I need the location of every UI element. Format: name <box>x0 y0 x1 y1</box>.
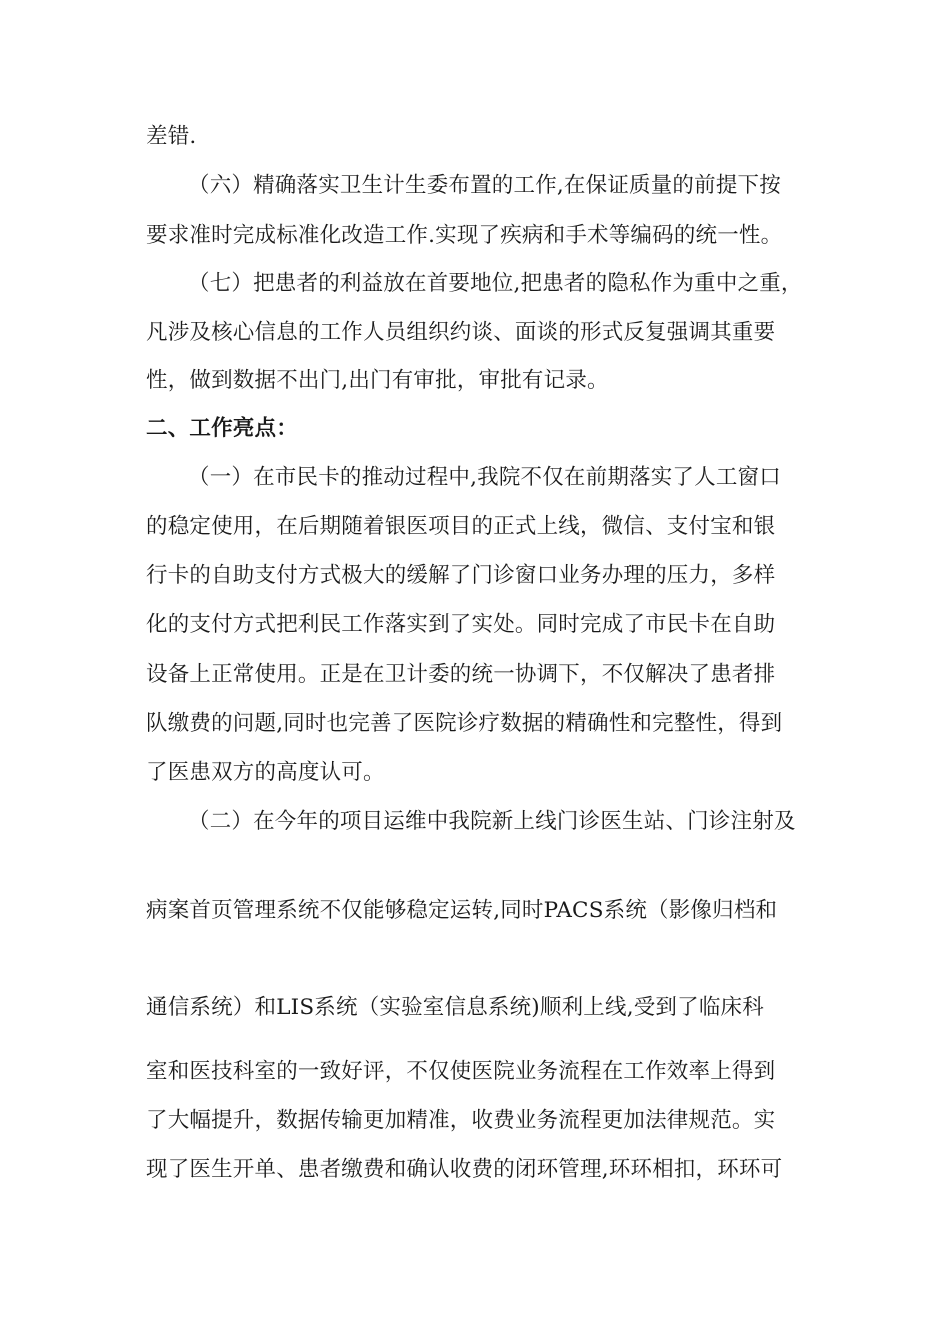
highlight-1-line-7: 了医患双方的高度认可。 <box>146 760 385 785</box>
section-heading: 二、工作亮点： <box>146 416 298 441</box>
paragraph-7-line-2: 凡涉及核心信息的工作人员组织约谈、面谈的形式反复强调其重要 <box>146 320 776 345</box>
highlight-1-line-6: 队缴费的问题,同时也完善了医院诊疗数据的精确性和完整性，得到 <box>146 711 783 736</box>
highlight-2-line-5: 了大幅提升，数据传输更加精准，收费业务流程更加法律规范。实 <box>146 1108 776 1133</box>
paragraph-7-line-3: 性，做到数据不出门,出门有审批，审批有记录。 <box>146 368 609 393</box>
highlight-2-line-1: （二）在今年的项目运维中我院新上线门诊医生站、门诊注射及 <box>188 809 796 834</box>
highlight-2-line-3: 通信系统）和LIS系统（实验室信息系统)顺利上线,受到了临床科 <box>146 995 764 1020</box>
highlight-2-line-2: 病案首页管理系统不仅能够稳定运转,同时PACS系统（影像归档和 <box>146 898 778 923</box>
highlight-1-line-4: 化的支付方式把利民工作落实到了实处。同时完成了市民卡在自助 <box>146 612 776 637</box>
highlight-1-line-2: 的稳定使用，在后期随着银医项目的正式上线，微信、支付宝和银 <box>146 514 776 539</box>
paragraph-6-line-1: （六）精确落实卫生计生委布置的工作,在保证质量的前提下按 <box>188 173 781 198</box>
highlight-2-line-4: 室和医技科室的一致好评，不仅使医院业务流程在工作效率上得到 <box>146 1059 776 1084</box>
paragraph-7-line-1: （七）把患者的利益放在首要地位,把患者的隐私作为重中之重， <box>188 271 803 296</box>
text-line: 差错. <box>146 124 197 149</box>
highlight-1-line-5: 设备上正常使用。正是在卫计委的统一协调下，不仅解决了患者排 <box>146 662 776 687</box>
paragraph-6-line-2: 要求准时完成标准化改造工作.实现了疾病和手术等编码的统一性。 <box>146 223 783 248</box>
highlight-1-line-1: （一）在市民卡的推动过程中,我院不仅在前期落实了人工窗口 <box>188 465 781 490</box>
highlight-1-line-3: 行卡的自助支付方式极大的缓解了门诊窗口业务办理的压力，多样 <box>146 563 776 588</box>
highlight-2-line-6: 现了医生开单、患者缴费和确认收费的闭环管理,环环相扣，环环可 <box>146 1157 783 1182</box>
